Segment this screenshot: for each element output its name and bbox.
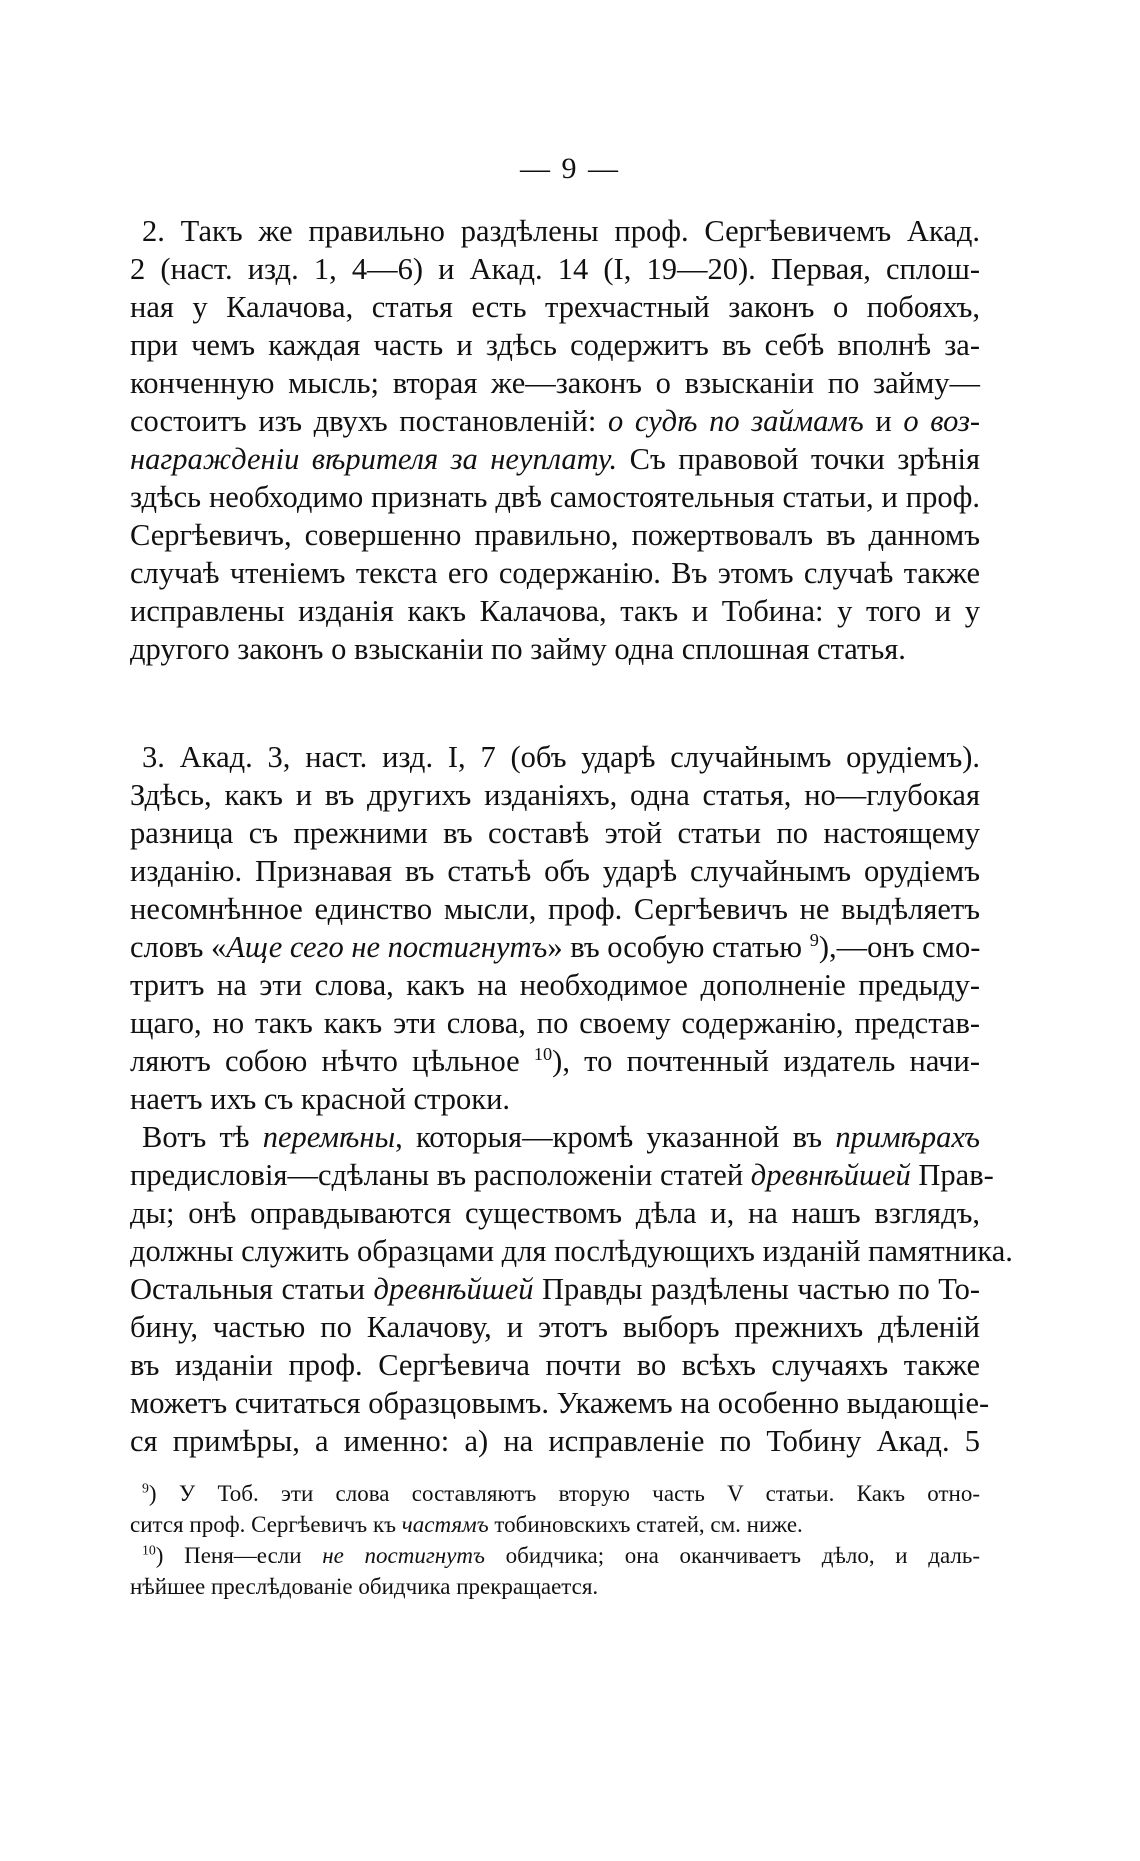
text-line: Остальныя статьи древнѣйшей Правды раздѣлены частью по То- <box>130 1272 981 1306</box>
text-line: 2 (наст. изд. 1, 4—6) и Акад. 14 (I, 19—20). Первая, сплош- <box>130 252 980 286</box>
text-line: разница съ прежними въ составѣ этой статьи по настоящему <box>130 816 980 850</box>
footnote-line: $^9$) У Тоб. эти слова составляютъ вторую часть V статьи. Какъ отно- <box>142 1480 980 1506</box>
text-line: въ изданіи проф. Сергѣевича почти во всѣхъ случаяхъ также <box>130 1348 980 1382</box>
text-line: наетъ ихъ съ красной строки. <box>130 1082 511 1116</box>
text-line: тритъ на эти слова, какъ на необходимое дополненіе предыду- <box>130 968 980 1002</box>
text-line: награжденіи вѣрителя за неуплату. Съ правовой точки зрѣнія <box>130 442 980 476</box>
page-number: — 9 — <box>520 152 620 185</box>
text-line: щаго, но такъ какъ эти слова, по своему содержанію, представ- <box>130 1006 980 1040</box>
text-line: ды; онѣ оправдываются существомъ дѣла и, на нашъ взглядъ, <box>130 1196 980 1230</box>
text-line: ляютъ собою нѣчто цѣльное $^{10}$), то почтенный издатель начи- <box>130 1043 980 1078</box>
text-line: ная у Калачова, статья есть трехчастный законъ о побояхъ, <box>130 290 980 324</box>
text-line: предисловія—сдѣланы въ расположеніи статей древнѣйшей Прав- <box>130 1158 994 1192</box>
text-line: состоитъ изъ двухъ постановленій: о судѣ по займамъ и о воз- <box>130 404 980 438</box>
text-line: исправлены изданія какъ Калачова, такъ и Тобина: у того и у <box>130 594 980 628</box>
text-line: словъ «Аще сего не постигнутъ» въ особую статью $^9$),—онъ смо- <box>130 929 981 964</box>
text-line: ся примѣры, а именно: а) на исправленіе по Тобину Акад. 5 <box>130 1424 980 1458</box>
text-line: изданію. Признавая въ статьѣ объ ударѣ случайнымъ орудіемъ <box>130 854 980 888</box>
text-line: Сергѣевичъ, совершенно правильно, пожертвовалъ въ данномъ <box>130 518 980 552</box>
text-line: должны служить образцами для послѣдующихъ изданій памятника. <box>130 1234 1013 1268</box>
footnote-ref: 9 <box>809 929 819 950</box>
footnote-line: сится проф. Сергѣевичъ къ частямъ тобиновскихъ статей, см. ниже. <box>130 1512 803 1537</box>
footnote-ref: 10 <box>533 1043 553 1064</box>
text-line: здѣсь необходимо признать двѣ самостоятельныя статьи, и проф. <box>130 480 980 514</box>
text-line: бину, частью по Калачову, и этотъ выборъ прежнихъ дѣленій <box>130 1310 980 1344</box>
footnote-line: нѣйшее преслѣдованіе обидчика прекращается. <box>130 1574 599 1599</box>
text-line: случаѣ чтеніемъ текста его содержанію. Въ этомъ случаѣ также <box>130 556 980 590</box>
text-line: другого законъ о взысканіи по займу одна сплошная статья. <box>130 632 906 666</box>
text-line: Здѣсь, какъ и въ другихъ изданіяхъ, одна статья, но—глубокая <box>130 778 980 812</box>
section-3 <box>130 738 1013 1460</box>
text-line: конченную мысль; вторая же—законъ о взысканіи по займу— <box>130 366 980 400</box>
text-line: Вотъ тѣ перемѣны, которыя—кромѣ указанной въ примѣрахъ <box>142 1120 980 1154</box>
footnotes <box>130 1478 980 1602</box>
section-2 <box>130 212 980 668</box>
text-line: можетъ считаться образцовымъ. Укажемъ на особенно выдающіе- <box>130 1386 990 1420</box>
text-line: 2. Такъ же правильно раздѣлены проф. Сергѣевичемъ Акад. <box>142 214 980 248</box>
text-line: при чемъ каждая часть и здѣсь содержитъ въ себѣ вполнѣ за- <box>130 328 980 362</box>
text-line: несомнѣнное единство мысли, проф. Сергѣевичъ не выдѣляетъ <box>130 892 980 926</box>
footnote-line: $^{10}$) Пеня—если не постигнутъ обидчика; она оканчиваетъ дѣло, и даль- <box>142 1542 980 1568</box>
text-line: 3. Акад. 3, наст. изд. I, 7 (объ ударѣ случайнымъ орудіемъ). <box>142 740 980 774</box>
